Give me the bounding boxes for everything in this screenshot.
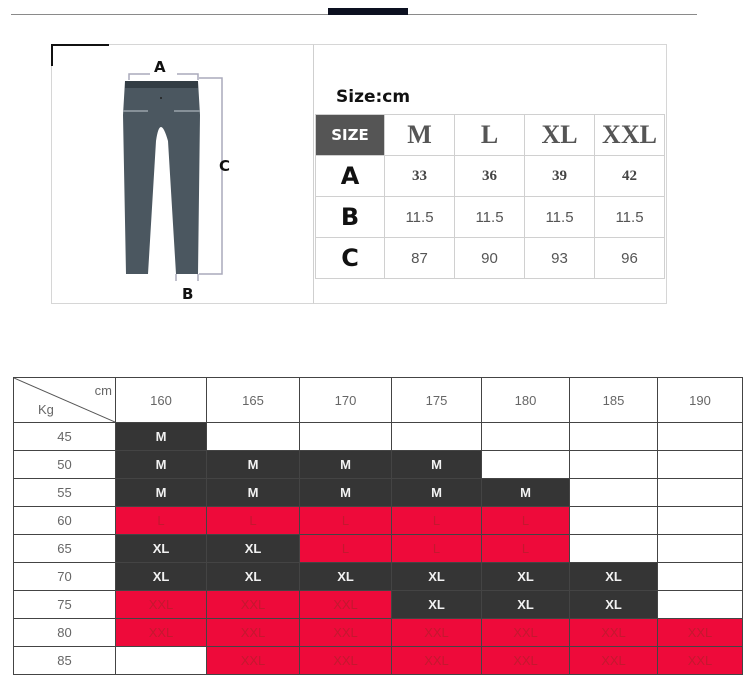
size-recommendation-cell: XXL (116, 619, 207, 647)
size-recommendation-cell: L (482, 535, 570, 563)
size-recommendation-cell: M (116, 423, 207, 451)
corner-mark (51, 44, 109, 66)
size-recommendation-cell: XXL (392, 647, 482, 675)
size-recommendation-cell: XL (392, 591, 482, 619)
size-recommendation-cell (658, 451, 743, 479)
fit-chart-row (14, 479, 743, 507)
size-recommendation-cell: XXL (482, 619, 570, 647)
size-row-label: A (316, 156, 385, 197)
size-value: 93 (525, 238, 595, 279)
size-recommendation-cell: XXL (658, 647, 743, 675)
size-recommendation-cell: XL (482, 591, 570, 619)
size-recommendation-cell (658, 591, 743, 619)
size-recommendation-cell: XXL (300, 619, 392, 647)
height-unit-label: cm (94, 383, 112, 398)
size-recommendation-cell: XL (392, 563, 482, 591)
size-column-xxl: XXL (595, 115, 665, 156)
weight-row-header: 50 (14, 451, 116, 479)
fit-chart-header-row (14, 378, 743, 423)
height-weight-size-chart (13, 377, 743, 675)
size-recommendation-cell: L (392, 535, 482, 563)
fit-chart-row (14, 591, 743, 619)
size-recommendation-cell (570, 507, 658, 535)
size-value: 87 (385, 238, 455, 279)
weight-unit-label: Kg (38, 402, 54, 417)
size-recommendation-cell (207, 423, 300, 451)
size-recommendation-cell (570, 535, 658, 563)
size-row-label: C (316, 238, 385, 279)
dimension-label-c: C (219, 157, 231, 175)
top-accent-bar (328, 8, 408, 15)
size-recommendation-cell: L (300, 535, 392, 563)
size-value: 42 (595, 156, 665, 197)
size-recommendation-cell: XXL (300, 647, 392, 675)
size-recommendation-cell: M (116, 451, 207, 479)
size-recommendation-cell: M (392, 451, 482, 479)
fit-chart-row (14, 451, 743, 479)
size-recommendation-cell (658, 507, 743, 535)
height-column-header: 175 (392, 378, 482, 423)
size-recommendation-cell (658, 563, 743, 591)
size-recommendation-cell: XL (116, 563, 207, 591)
size-recommendation-cell: M (482, 479, 570, 507)
fit-chart-row (14, 619, 743, 647)
size-recommendation-cell: L (482, 507, 570, 535)
blank-cell (316, 279, 665, 320)
size-table-row (316, 197, 665, 238)
fit-chart-corner (14, 378, 116, 423)
size-recommendation-cell: XXL (570, 619, 658, 647)
size-value: 11.5 (595, 197, 665, 238)
size-recommendation-cell: M (300, 451, 392, 479)
size-recommendation-cell: M (207, 479, 300, 507)
size-recommendation-cell: M (116, 479, 207, 507)
size-recommendation-cell (658, 535, 743, 563)
height-column-header: 185 (570, 378, 658, 423)
height-column-header: 165 (207, 378, 300, 423)
size-recommendation-cell: XXL (570, 647, 658, 675)
weight-row-header: 75 (14, 591, 116, 619)
dimension-label-b: B (182, 285, 194, 303)
size-value: 33 (385, 156, 455, 197)
size-value: 36 (455, 156, 525, 197)
size-recommendation-cell: XL (482, 563, 570, 591)
fit-chart-row (14, 647, 743, 675)
height-column-header: 180 (482, 378, 570, 423)
size-unit-label: Size:cm (336, 87, 411, 107)
size-recommendation-cell: XL (116, 535, 207, 563)
size-recommendation-cell: XL (570, 563, 658, 591)
size-row-label: B (316, 197, 385, 238)
size-value: 11.5 (455, 197, 525, 238)
size-column-m: M (385, 115, 455, 156)
size-measurement-table (315, 114, 665, 319)
weight-row-header: 70 (14, 563, 116, 591)
fit-chart-row (14, 563, 743, 591)
size-recommendation-cell: M (300, 479, 392, 507)
size-value: 96 (595, 238, 665, 279)
height-column-header: 170 (300, 378, 392, 423)
size-recommendation-cell: M (207, 451, 300, 479)
size-value: 39 (525, 156, 595, 197)
size-recommendation-cell (116, 647, 207, 675)
size-table-blank-row (316, 279, 665, 320)
weight-row-header: 60 (14, 507, 116, 535)
size-recommendation-cell: XL (207, 535, 300, 563)
measurement-diagram (51, 44, 315, 304)
weight-row-header: 55 (14, 479, 116, 507)
size-recommendation-cell: L (300, 507, 392, 535)
size-table-row (316, 238, 665, 279)
size-recommendation-cell (658, 479, 743, 507)
size-recommendation-cell: XXL (392, 619, 482, 647)
fit-chart-row (14, 423, 743, 451)
size-recommendation-cell (570, 451, 658, 479)
size-column-l: L (455, 115, 525, 156)
size-value: 11.5 (385, 197, 455, 238)
height-column-header: 190 (658, 378, 743, 423)
size-recommendation-cell: XL (570, 591, 658, 619)
size-recommendation-cell (482, 451, 570, 479)
size-recommendation-cell: L (116, 507, 207, 535)
weight-row-header: 85 (14, 647, 116, 675)
size-recommendation-cell (658, 423, 743, 451)
fit-chart-row (14, 507, 743, 535)
size-recommendation-cell: XXL (207, 647, 300, 675)
leggings-icon (52, 45, 314, 303)
size-recommendation-cell: XXL (300, 591, 392, 619)
size-table-header-row (316, 115, 665, 156)
size-value: 11.5 (525, 197, 595, 238)
size-recommendation-cell: XXL (658, 619, 743, 647)
size-recommendation-cell: XXL (482, 647, 570, 675)
size-recommendation-cell (570, 423, 658, 451)
size-recommendation-cell: XXL (207, 619, 300, 647)
size-recommendation-cell: XXL (116, 591, 207, 619)
size-recommendation-cell: XXL (207, 591, 300, 619)
weight-row-header: 45 (14, 423, 116, 451)
size-recommendation-cell: L (392, 507, 482, 535)
size-column-xl: XL (525, 115, 595, 156)
size-recommendation-cell (300, 423, 392, 451)
size-table-row (316, 156, 665, 197)
size-header-cell: SIZE (316, 115, 385, 156)
dimension-label-a: A (154, 58, 166, 76)
fit-chart-row (14, 535, 743, 563)
size-recommendation-cell: M (392, 479, 482, 507)
size-recommendation-cell (392, 423, 482, 451)
weight-row-header: 65 (14, 535, 116, 563)
size-recommendation-cell (570, 479, 658, 507)
size-recommendation-cell: XL (300, 563, 392, 591)
size-recommendation-cell: L (207, 507, 300, 535)
weight-row-header: 80 (14, 619, 116, 647)
size-recommendation-cell: XL (207, 563, 300, 591)
size-value: 90 (455, 238, 525, 279)
height-column-header: 160 (116, 378, 207, 423)
size-recommendation-cell (482, 423, 570, 451)
